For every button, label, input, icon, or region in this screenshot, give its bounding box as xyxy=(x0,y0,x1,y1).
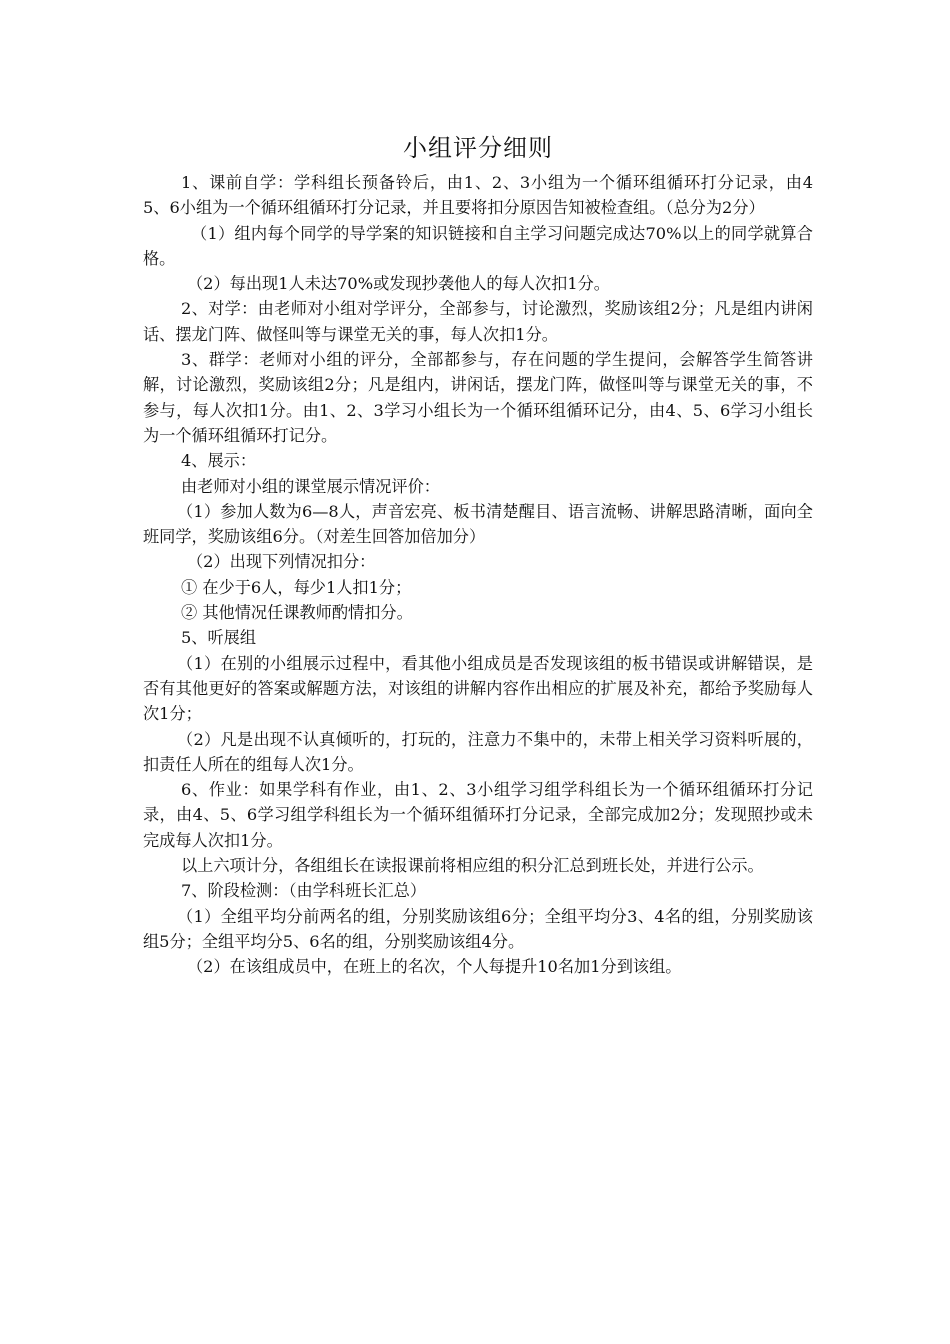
section-1-item-1: （1）组内每个同学的导学案的知识链接和自主学习问题完成达70%以上的同学就算合格。 xyxy=(143,223,813,268)
document-page xyxy=(143,130,813,980)
section-4-intro: 由老师对小组的课堂展示情况评价： xyxy=(181,476,440,496)
section-4-item-1: （1）参加人数为6—8人，声音宏亮、板书清楚醒目、语言流畅、讲解思路清晰，面向全班同学，奖励该组6分。（对差生回答加倍加分） xyxy=(143,501,813,547)
summary-paragraph: 以上六项计分，各组组长在读报课前将相应组的积分汇总到班长处，并进行公示。 xyxy=(181,856,764,876)
section-1-self-study: 1、课前自学：学科组长预备铃后，由1、2、3小组为一个循环组循环打分记录，由4 5、6小组为一个循环组循环打分记录，并且要将扣分原因告知被检查组。（总分为2分） xyxy=(143,173,813,218)
section-2-pair-study: 2、对学：由老师对小组对学评分，全部参与，讨论激烈，奖励该组2分；凡是组内讲闲话、摆龙门阵、做怪叫等与课堂无关的事，每人次扣1分。 xyxy=(143,299,813,344)
section-5-heading: 5、听展组 xyxy=(181,628,257,648)
section-7-item-2: （2）在该组成员中，在班上的名次，个人每提升10名加1分到该组。 xyxy=(187,957,682,977)
section-3-group-study: 3、群学：老师对小组的评分，全部都参与，存在问题的学生提问，会解答学生简答讲解，讨论激烈，奖励该组2分；凡是组内，讲闲话，摆龙门阵，做怪叫等与课堂无关的事，不参与，每人次扣1分。由1、2、3学习小组长为一个循环组循环记分，由4、5、6学习小组长为一个循环组循环打记分。 xyxy=(143,350,813,445)
section-7-item-1: （1）全组平均分前两名的组，分别奖励该组6分；全组平均分3、4名的组，分别奖励该组5分；全组平均分5、6名的组，分别奖励该组4分。 xyxy=(143,906,813,951)
section-6-homework: 6、作业：如果学科有作业，由1、2、3小组学习组学科组长为一个循环组循环打分记录，由4、5、6学习组学科组长为一个循环组循环打分记录，全部完成加2分；发现照抄或未完成每人次扣1分。 xyxy=(143,780,813,850)
section-5-item-1: （1）在别的小组展示过程中，看其他小组成员是否发现该组的板书错误或讲解错误，是否有其他更好的答案或解题方法，对该组的讲解内容作出相应的扩展及补充，都给予奖励每人次1分； xyxy=(143,653,813,724)
document-body xyxy=(143,170,813,980)
section-1-item-2: （2）每出现1人未达70%或发现抄袭他人的每人次扣1分。 xyxy=(187,274,610,294)
section-4-subitem-1: ① 在少于6人，每少1人扣1分； xyxy=(181,577,412,597)
section-4-item-2: （2）出现下列情况扣分： xyxy=(187,552,376,572)
section-7-heading: 7、阶段检测：（由学科班长汇总） xyxy=(181,881,427,901)
section-5-item-2: （2）凡是出现不认真倾听的，打玩的，注意力不集中的，未带上相关学习资料听展的，扣责任人所在的组每人次1分。 xyxy=(143,729,813,774)
document-title: 小组评分细则 xyxy=(403,134,553,162)
section-4-heading: 4、展示： xyxy=(181,451,257,471)
section-4-subitem-2: ② 其他情况任课教师酌情扣分。 xyxy=(181,603,413,623)
